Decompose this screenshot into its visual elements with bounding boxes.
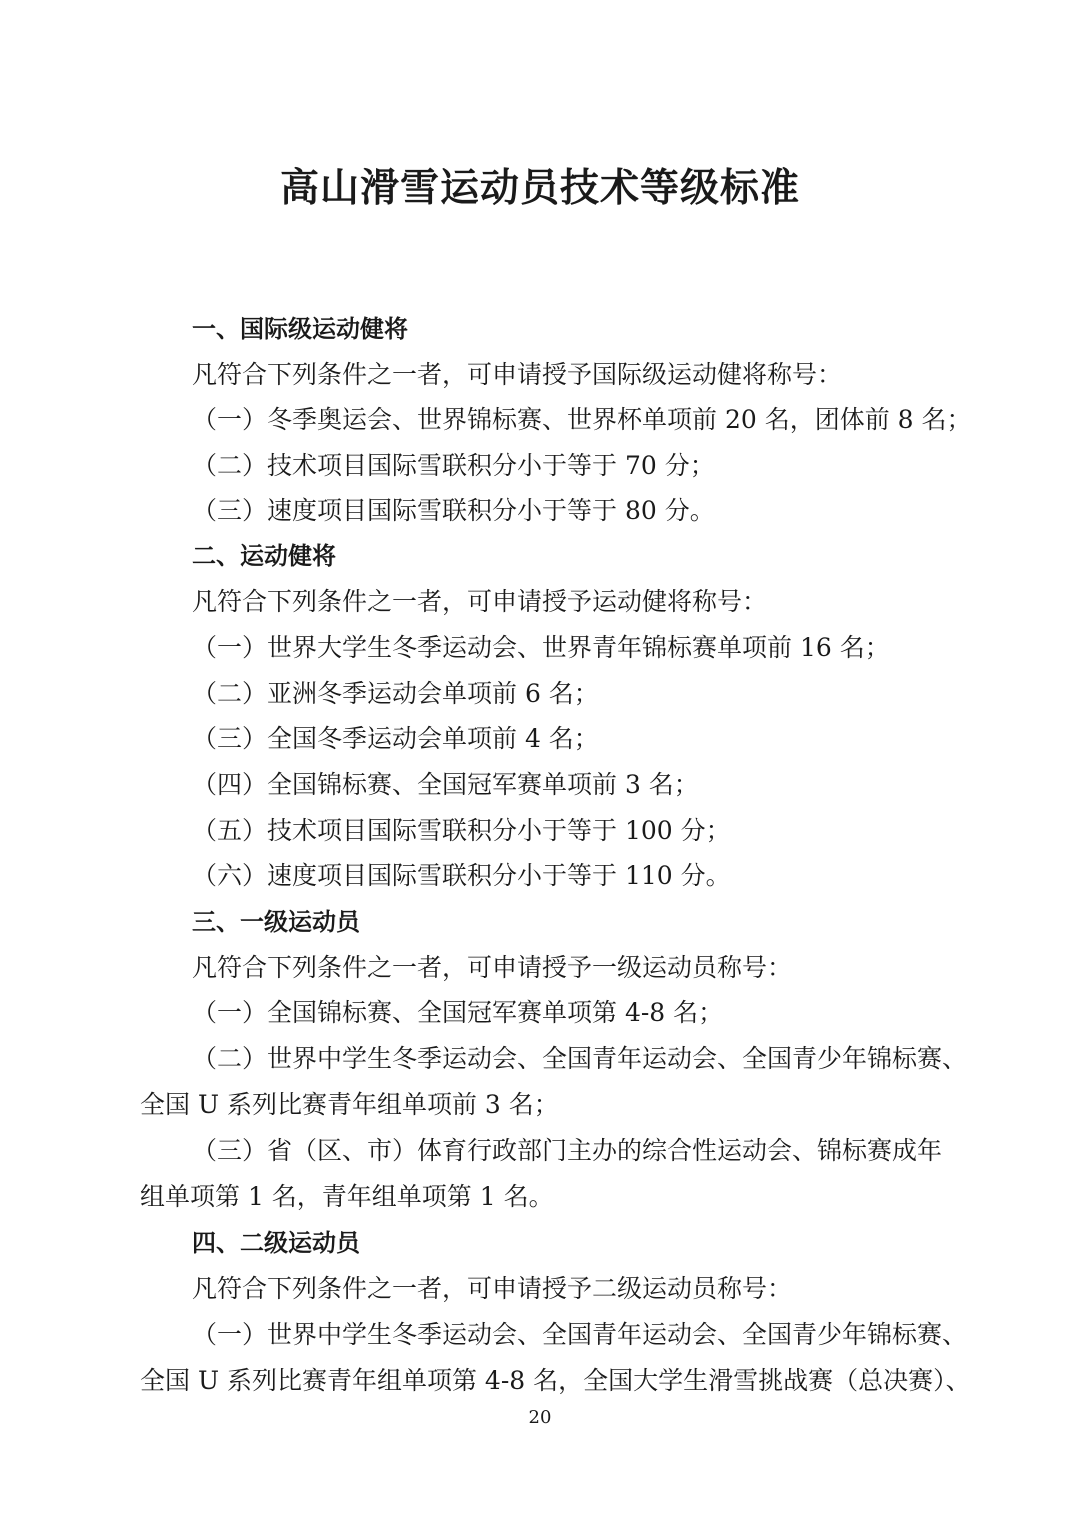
section-3-item-3-continued: 组单项第 1 名，青年组单项第 1 名。 [140,1182,554,1211]
section-2-item-1: （一）世界大学生冬季运动会、世界青年锦标赛单项前 16 名； [192,633,890,662]
section-2-item-6: （六）速度项目国际雪联积分小于等于 110 分。 [192,861,731,890]
section-heading-3: 三、一级运动员 [192,908,360,936]
section-3-item-1: （一）全国锦标赛、全国冠军赛单项第 4-8 名； [192,998,724,1027]
section-4-item-1-continued: 全国 U 系列比赛青年组单项第 4-8 名，全国大学生滑雪挑战赛（总决赛）、 [140,1366,971,1395]
page-number: 20 [528,1407,552,1428]
section-intro-1: 凡符合下列条件之一者，可申请授予国际级运动健将称号： [192,360,843,389]
section-intro-2: 凡符合下列条件之一者，可申请授予运动健将称号： [192,587,768,616]
section-intro-3: 凡符合下列条件之一者，可申请授予一级运动员称号： [192,953,793,982]
section-intro-4: 凡符合下列条件之一者，可申请授予二级运动员称号： [192,1274,793,1303]
section-2-item-3: （三）全国冬季运动会单项前 4 名； [192,724,599,753]
section-heading-2: 二、运动健将 [192,542,336,570]
section-3-item-2-continued: 全国 U 系列比赛青年组单项前 3 名； [140,1090,559,1119]
section-4-item-1: （一）世界中学生冬季运动会、全国青年运动会、全国青少年锦标赛、 [192,1320,968,1349]
section-1-item-1: （一）冬季奥运会、世界锦标赛、世界杯单项前 20 名，团体前 8 名； [192,405,972,434]
section-2-item-4: （四）全国锦标赛、全国冠军赛单项前 3 名； [192,770,699,799]
section-2-item-2: （二）亚洲冬季运动会单项前 6 名； [192,679,599,708]
section-3-item-3: （三）省（区、市）体育行政部门主办的综合性运动会、锦标赛成年 [192,1136,943,1165]
section-1-item-2: （二）技术项目国际雪联积分小于等于 70 分； [192,451,715,480]
section-2-item-5: （五）技术项目国际雪联积分小于等于 100 分； [192,816,731,845]
document-title: 高山滑雪运动员技术等级标准 [279,165,800,211]
section-heading-1: 一、国际级运动健将 [192,315,408,343]
section-heading-4: 四、二级运动员 [192,1229,360,1257]
section-1-item-3: （三）速度项目国际雪联积分小于等于 80 分。 [192,496,715,525]
section-3-item-2: （二）世界中学生冬季运动会、全国青年运动会、全国青少年锦标赛、 [192,1044,968,1073]
